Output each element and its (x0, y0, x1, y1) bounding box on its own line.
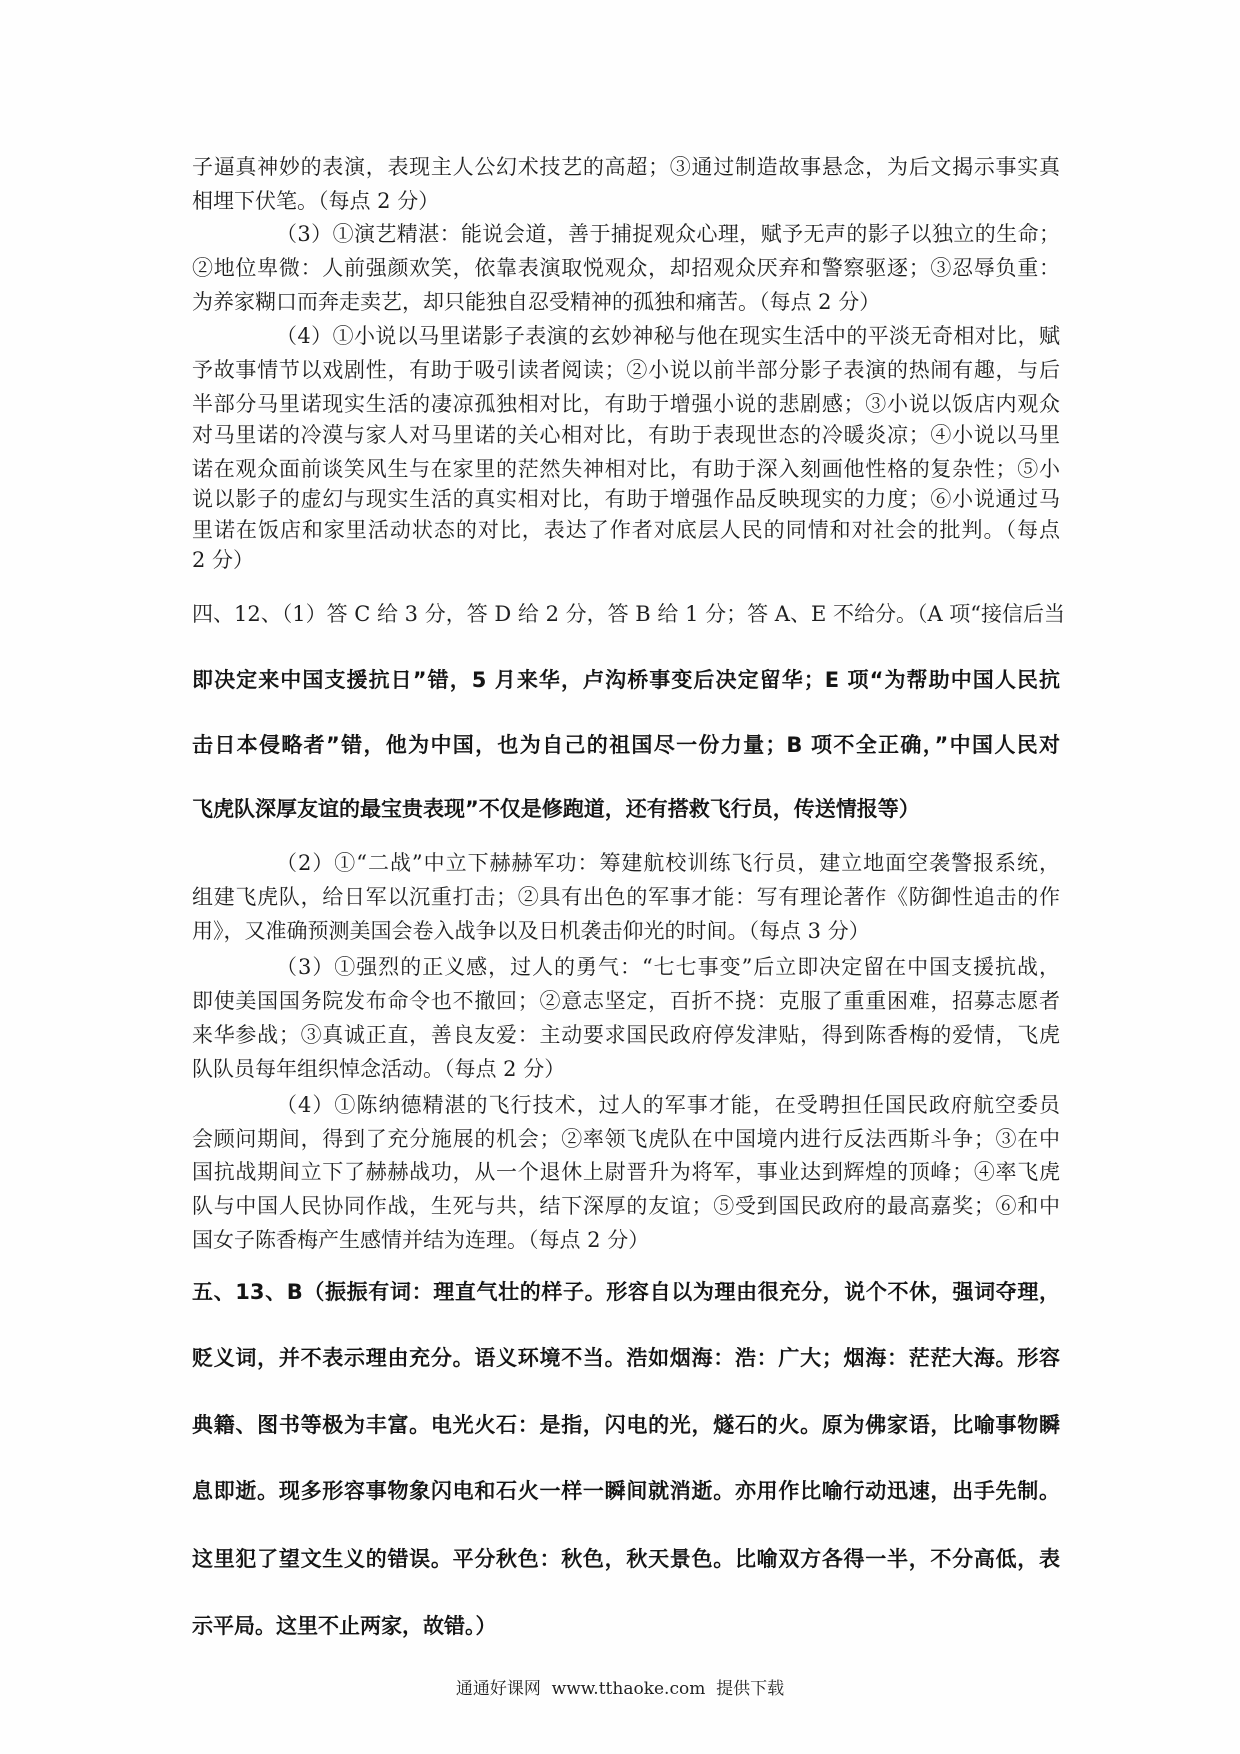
answer-line: 即使美国国务院发布命令也不撤回；②意志坚定，百折不挠：克服了重重困难，招募志愿者 (192, 989, 1060, 1013)
answer-line: （3）①演艺精湛：能说会道，善于捕捉观众心理，赋予无声的影子以独立的生命； (276, 222, 1060, 246)
answer-line: 半部分马里诺现实生活的凄凉孤独相对比，有助于增强小说的悲剧感；③小说以饭店内观众 (192, 392, 1060, 416)
answer-line: 对马里诺的冷漠与家人对马里诺的关心相对比，有助于表现世态的冷暖炎凉；④小说以马里 (192, 423, 1060, 447)
answer-line: 为养家糊口而奔走卖艺，却只能独自忍受精神的孤独和痛苦。（每点 2 分） (192, 290, 881, 314)
answer-line: ②地位卑微：人前强颜欢笑，依靠表演取悦观众，却招观众厌弃和警察驱逐；③忍辱负重： (192, 256, 1060, 280)
answer-line: 用》，又准确预测美国会卷入战争以及日机袭击仰光的时间。（每点 3 分） (192, 919, 870, 943)
answer-line: 说以影子的虚幻与现实生活的真实相对比，有助于增强作品反映现实的力度；⑥小说通过马 (192, 487, 1060, 511)
answer-line: （2）①“二战”中立下赫赫军功：筹建航校训练飞行员，建立地面空袭警报系统， (276, 851, 1060, 875)
answer-line: 来华参战；③真诚正直，善良友爱：主动要求国民政府停发津贴，得到陈香梅的爱情，飞虎 (192, 1023, 1060, 1047)
answer-line: 相埋下伏笔。（每点 2 分） (192, 189, 440, 213)
answer-line: 予故事情节以戏剧性，有助于吸引读者阅读；②小说以前半部分影子表演的热闹有趣，与后 (192, 358, 1060, 382)
answer-line: 2 分） (192, 548, 255, 572)
answer-line: 国抗战期间立下了赫赫战功，从一个退休上尉晋升为将军，事业达到辉煌的顶峰；④率飞虎 (192, 1160, 1060, 1184)
answer-line: 组建飞虎队，给日军以沉重打击；②具有出色的军事才能：写有理论著作《防御性追击的作 (192, 885, 1060, 909)
answer-line: 息即逝。现多形容事物象闪电和石火一样一瞬间就消逝。亦用作比喻行动迅速，出手先制。 (192, 1479, 1060, 1503)
answer-line: 子逼真神妙的表演，表现主人公幻术技艺的高超；③通过制造故事悬念，为后文揭示事实真 (192, 155, 1060, 179)
answer-line: 队队员每年组织悼念活动。（每点 2 分） (192, 1057, 566, 1081)
answer-line: 五、13、B（振振有词：理直气壮的样子。形容自以为理由很充分，说个不休，强词夺理， (192, 1280, 1060, 1304)
answer-line: 队与中国人民协同作战，生死与共，结下深厚的友谊；⑤受到国民政府的最高嘉奖；⑥和中 (192, 1194, 1060, 1218)
answer-line: （4）①陈纳德精湛的飞行技术，过人的军事才能，在受聘担任国民政府航空委员 (276, 1093, 1060, 1117)
answer-line: 国女子陈香梅产生感情并结为连理。（每点 2 分） (192, 1228, 650, 1252)
answer-line: （4）①小说以马里诺影子表演的玄妙神秘与他在现实生活中的平淡无奇相对比，赋 (276, 324, 1060, 348)
answer-line: 示平局。这里不止两家，故错。） (192, 1614, 497, 1638)
answer-line: 里诺在饭店和家里活动状态的对比，表达了作者对底层人民的同情和对社会的批判。（每点 (192, 518, 1060, 542)
answer-line: 即决定来中国支援抗日”错，5 月来华，卢沟桥事变后决定留华；E 项“为帮助中国人民抗 (192, 668, 1060, 692)
answer-line: 四、12、（1）答 C 给 3 分，答 D 给 2 分，答 B 给 1 分；答 A、E 不给分。（A 项“接信后当 (192, 602, 1066, 626)
answer-line: 典籍、图书等极为丰富。电光火石：是指，闪电的光，燧石的火。原为佛家语，比喻事物瞬 (192, 1413, 1060, 1437)
answer-line: 诺在观众面前谈笑风生与在家里的茫然失神相对比，有助于深入刻画他性格的复杂性；⑤小 (192, 457, 1060, 481)
answer-line: 会顾问期间，得到了充分施展的机会；②率领飞虎队在中国境内进行反法西斯斗争；③在中 (192, 1127, 1060, 1151)
answer-line: （3）①强烈的正义感，过人的勇气：“七七事变”后立即决定留在中国支援抗战， (276, 955, 1060, 979)
answer-line: 飞虎队深厚友谊的最宝贵表现”不仅是修跑道，还有搭救飞行员，传送情报等） (192, 797, 920, 821)
answer-line: 贬义词，并不表示理由充分。语义环境不当。浩如烟海：浩：广大；烟海：茫茫大海。形容 (192, 1346, 1060, 1370)
answer-line: 击日本侵略者”错，他为中国，也为自己的祖国尽一份力量；B 项不全正确，”中国人民对 (192, 733, 1060, 757)
page-footer: 通通好课网 www.tthaoke.com 提供下载 (455, 1679, 785, 1699)
answer-line: 这里犯了望文生义的错误。平分秋色：秋色，秋天景色。比喻双方各得一半，不分高低，表 (192, 1547, 1060, 1571)
